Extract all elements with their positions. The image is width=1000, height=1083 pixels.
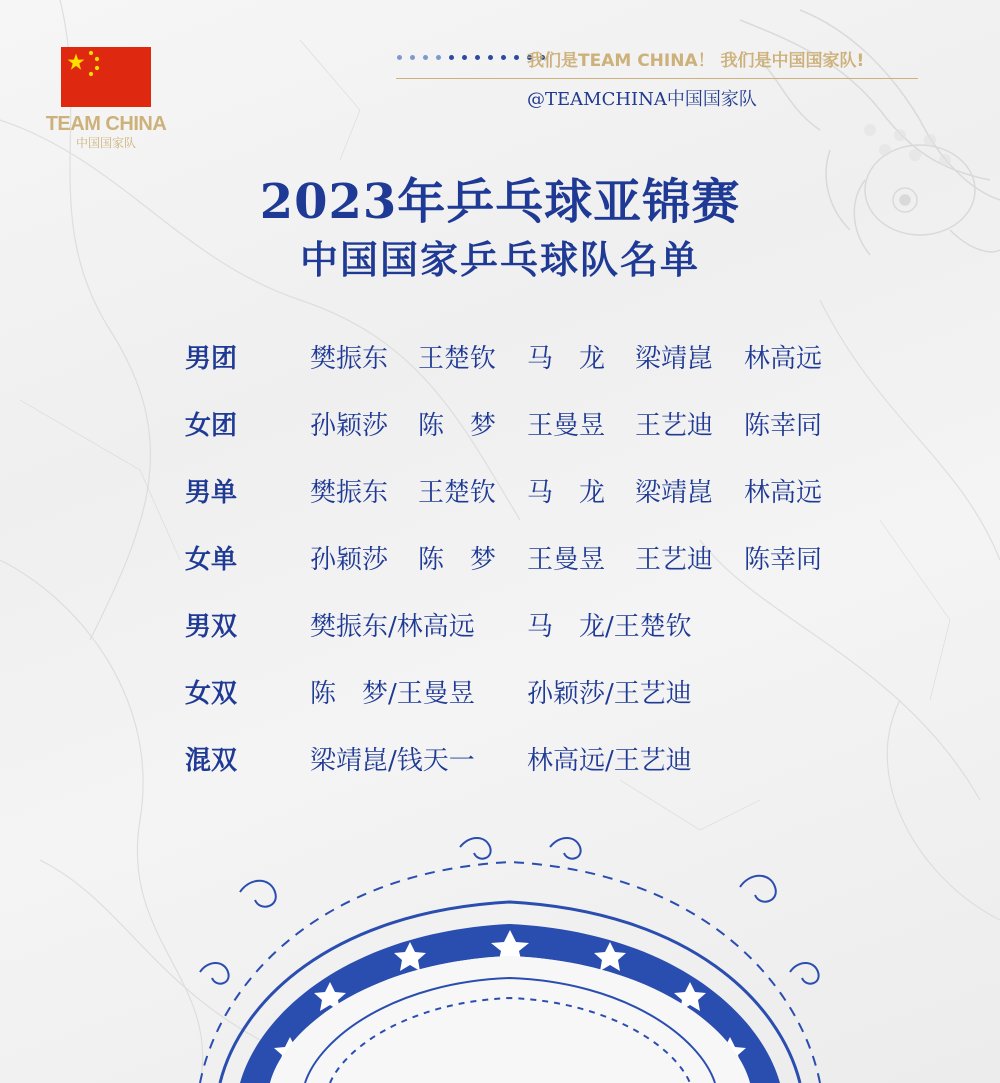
player-name: 孙颖莎 bbox=[310, 545, 389, 575]
player-name: 陈幸同 bbox=[744, 545, 823, 575]
player-name: 陈幸同 bbox=[744, 411, 823, 441]
player-name: 陈 梦 bbox=[418, 545, 497, 575]
player-name: 王艺迪 bbox=[635, 411, 714, 441]
social-handle: @TEAMCHINA中国国家队 bbox=[527, 89, 757, 110]
page-title: 2023年乒乓球亚锦赛 bbox=[259, 174, 741, 230]
roster-row-womens-doubles bbox=[185, 672, 905, 739]
slogan: 我们是TEAM CHINA！ 我们是中国国家队! bbox=[527, 51, 865, 71]
player-name: 林高远 bbox=[744, 344, 823, 374]
doubles-pair: 马 龙/王楚钦 bbox=[527, 612, 692, 642]
player-name: 樊振东 bbox=[310, 478, 389, 508]
doubles-pair: 孙颖莎/王艺迪 bbox=[527, 679, 692, 709]
slogan-divider bbox=[396, 78, 918, 79]
player-name: 马 龙 bbox=[527, 344, 606, 374]
china-flag-icon bbox=[61, 47, 151, 107]
category-label: 混双 bbox=[185, 746, 238, 776]
category-label: 男单 bbox=[185, 478, 238, 508]
player-name: 王曼昱 bbox=[527, 411, 606, 441]
roster-row-womens-team bbox=[185, 404, 905, 471]
doubles-pair: 林高远/王艺迪 bbox=[527, 746, 692, 776]
category-label: 女双 bbox=[185, 679, 238, 709]
category-label: 女团 bbox=[185, 411, 238, 441]
player-name: 林高远 bbox=[744, 478, 823, 508]
category-label: 男双 bbox=[185, 612, 238, 642]
player-name: 马 龙 bbox=[527, 478, 606, 508]
player-name: 孙颖莎 bbox=[310, 411, 389, 441]
player-name: 陈 梦 bbox=[418, 411, 497, 441]
porcelain-bowl-decoration bbox=[180, 832, 840, 1083]
team-china-logo bbox=[36, 47, 176, 151]
doubles-pair: 樊振东/林高远 bbox=[310, 612, 475, 642]
roster-row-mens-singles bbox=[185, 471, 905, 538]
team-subtitle: 中国国家队 bbox=[75, 136, 136, 150]
roster-list bbox=[185, 337, 905, 806]
dotted-ornament bbox=[397, 55, 545, 60]
roster-row-mixed-doubles bbox=[185, 739, 905, 806]
category-label: 男团 bbox=[185, 344, 238, 374]
player-name: 王艺迪 bbox=[635, 545, 714, 575]
page-subtitle: 中国国家乒乓球队名单 bbox=[299, 237, 700, 282]
roster-row-mens-team bbox=[185, 337, 905, 404]
team-name: TEAM CHINA bbox=[45, 113, 167, 135]
player-name: 梁靖崑 bbox=[635, 344, 714, 374]
roster-row-womens-singles bbox=[185, 538, 905, 605]
player-name: 王曼昱 bbox=[527, 545, 606, 575]
player-name: 梁靖崑 bbox=[635, 478, 714, 508]
player-name: 王楚钦 bbox=[418, 478, 497, 508]
roster-row-mens-doubles bbox=[185, 605, 905, 672]
category-label: 女单 bbox=[185, 545, 238, 575]
player-name: 王楚钦 bbox=[418, 344, 497, 374]
doubles-pair: 陈 梦/王曼昱 bbox=[310, 679, 475, 709]
doubles-pair: 梁靖崑/钱天一 bbox=[310, 746, 475, 776]
player-name: 樊振东 bbox=[310, 344, 389, 374]
